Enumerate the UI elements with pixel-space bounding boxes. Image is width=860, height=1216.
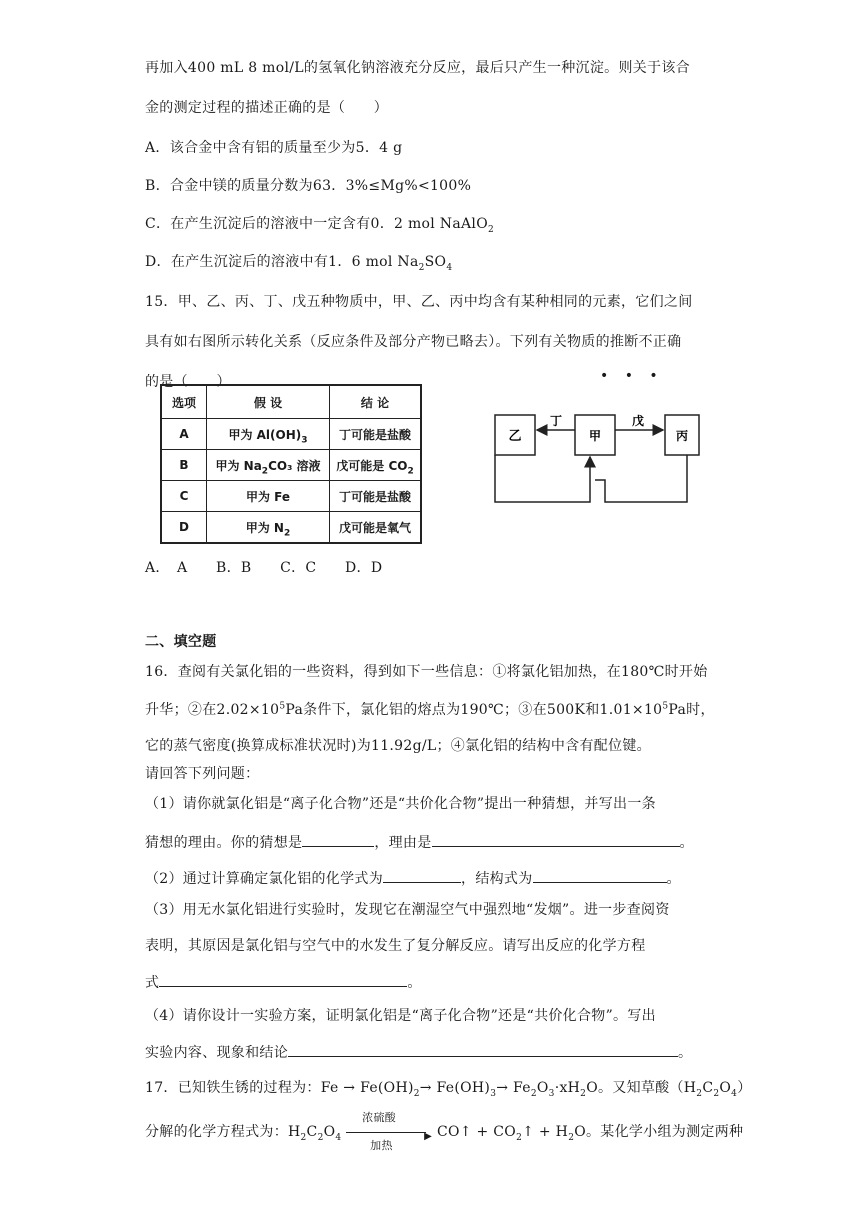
q14-option-b: B．合金中镁的质量分数为63．3%≤Mg%<100%	[145, 178, 472, 194]
q15-text-line-1: 15．甲、乙、丙、丁、戊五种物质中，甲、乙、丙中均含有某种相同的元素，它们之间	[145, 294, 693, 310]
reaction-condition-below: 加热	[370, 1139, 393, 1152]
q16-part2-line: （2）通过计算确定氯化铝的化学式为 ，结构式为 。	[145, 868, 681, 889]
q17-text-line-1: 17．已知铁生锈的过程为：$Fe \to Fe(OH)_2\to Fe(OH)_3\to Fe_2O_3\cdot xH_2O$。又知草酸$(H_2C_2O_4)$	[145, 1080, 752, 1099]
table-cell-hypothesis: 甲为 $Al(OH)_3$	[207, 419, 330, 450]
arrow-label-ding: 丁	[549, 414, 563, 428]
table-cell-option: D	[161, 512, 207, 544]
q16-text-line-3: 它的蒸气密度(换算成标准状况时)为11.92g/L；④氯化铝的结构中含有配位键。	[145, 738, 651, 754]
table-row	[161, 419, 421, 450]
answer-blank[interactable]	[302, 832, 374, 847]
table-header-cell: 结 论	[330, 385, 422, 419]
table-cell-conclusion: 丁可能是盐酸	[330, 481, 422, 512]
table-cell-conclusion: 戊可能是氧气	[330, 512, 422, 544]
diagram-dots: • • •	[600, 368, 664, 384]
q14-option-d: D．在产生沉淀后的溶液中有1．6 mol $Na_2SO_4$	[145, 254, 453, 273]
q15-answer-options: A． A B．B C．C D．D	[145, 560, 383, 576]
table-cell-hypothesis: 甲为 $N_2$	[207, 512, 330, 544]
q14-text-line-2: 金的测定过程的描述正确的是（ ）	[145, 100, 389, 116]
table-header-cell: 假 设	[207, 385, 330, 419]
box-jia-label: 甲	[588, 429, 602, 443]
reaction-arrow-line	[346, 1132, 426, 1133]
loop-bing-to-jia	[595, 455, 687, 502]
table-row	[161, 450, 421, 481]
table-row	[161, 512, 421, 544]
table-row	[161, 481, 421, 512]
table-cell-conclusion: 丁可能是盐酸	[330, 419, 422, 450]
answer-blank[interactable]	[383, 868, 461, 883]
q17-text-line-2: 分解的化学方程式为：$H_2C_2O_4$ 浓硫酸 ▶ 加热 CO↑ + $CO_2↑ + H_2O$。某化学小组为测定两种	[145, 1122, 743, 1142]
q16-text-line-1: 16．查阅有关氯化铝的一些资料，得到如下一些信息：①将氯化铝加热，在180℃时开始	[145, 664, 708, 680]
q16-part3-line-1: （3）用无水氯化铝进行实验时，发现它在潮湿空气中强烈地“发烟”。进一步查阅资	[145, 902, 670, 918]
table-cell-option: A	[161, 419, 207, 450]
q16-part3-line-3: 式 。	[145, 972, 422, 993]
arrow-label-wu: 戊	[631, 414, 645, 428]
answer-blank[interactable]	[288, 1042, 678, 1057]
q16-part4-line-2: 实验内容、现象和结论 。	[145, 1042, 692, 1063]
q16-part1-line-2: 猜想的理由。你的猜想是 ，理由是 。	[145, 832, 694, 853]
table-cell-conclusion: 戊可能是 $CO_2$	[330, 450, 422, 481]
table-header-row	[161, 385, 421, 419]
reaction-arrow	[346, 1111, 433, 1152]
table-cell-hypothesis: 甲为 $Na_2CO_3$ 溶液	[207, 450, 330, 481]
box-yi-label: 乙	[508, 429, 522, 444]
box-bing-label: 丙	[675, 429, 689, 443]
reaction-condition-above: 浓硫酸	[362, 1111, 397, 1124]
q16-part3-line-2: 表明，其原因是氯化铝与空气中的水发生了复分解反应。请写出反应的化学方程	[145, 938, 646, 954]
section-heading: 二、填空题	[145, 634, 217, 650]
reaction-arrow-head-icon: ▶	[424, 1131, 433, 1142]
q14-text-line-1: 再加入400 mL 8 mol/L的氢氧化钠溶液充分反应，最后只产生一种沉淀。则关于该合	[145, 60, 690, 76]
q15-text-line-3: 的是（ ）	[145, 374, 231, 390]
q14-option-a: A．该合金中含有铝的质量至少为5．4 g	[145, 140, 403, 156]
q16-text-line-2: 升华；②在$2.02\times 10^5Pa$条件下，氯化铝的熔点为190℃；③在500K和$1.01\times 10^5Pa$时，	[145, 701, 715, 718]
table-cell-option: B	[161, 450, 207, 481]
answer-blank[interactable]	[533, 868, 667, 883]
q16-part1-line-1: （1）请你就氯化铝是“离子化合物”还是“共价化合物”提出一种猜想，并写出一条	[145, 796, 656, 812]
q14-option-c: C．在产生沉淀后的溶液中一定含有0．2 mol NaAlO$_2$	[145, 216, 495, 235]
q15-text-line-2: 具有如右图所示转化关系（反应条件及部分产物已略去）。下列有关物质的推断不正确	[145, 334, 682, 350]
table-header-cell: 选项	[161, 385, 207, 419]
answer-blank[interactable]	[432, 832, 680, 847]
q16-prompt: 请回答下列问题：	[145, 766, 260, 782]
conversion-diagram	[490, 370, 700, 510]
table-cell-option: C	[161, 481, 207, 512]
q16-part4-line-1: （4）请你设计一实验方案，证明氯化铝是“离子化合物”还是“共价化合物”。写出	[145, 1008, 656, 1024]
answer-blank[interactable]	[159, 972, 407, 987]
table-cell-hypothesis: 甲为 Fe	[207, 481, 330, 512]
loop-yi-to-jia	[495, 455, 590, 502]
q15-table	[160, 384, 422, 544]
